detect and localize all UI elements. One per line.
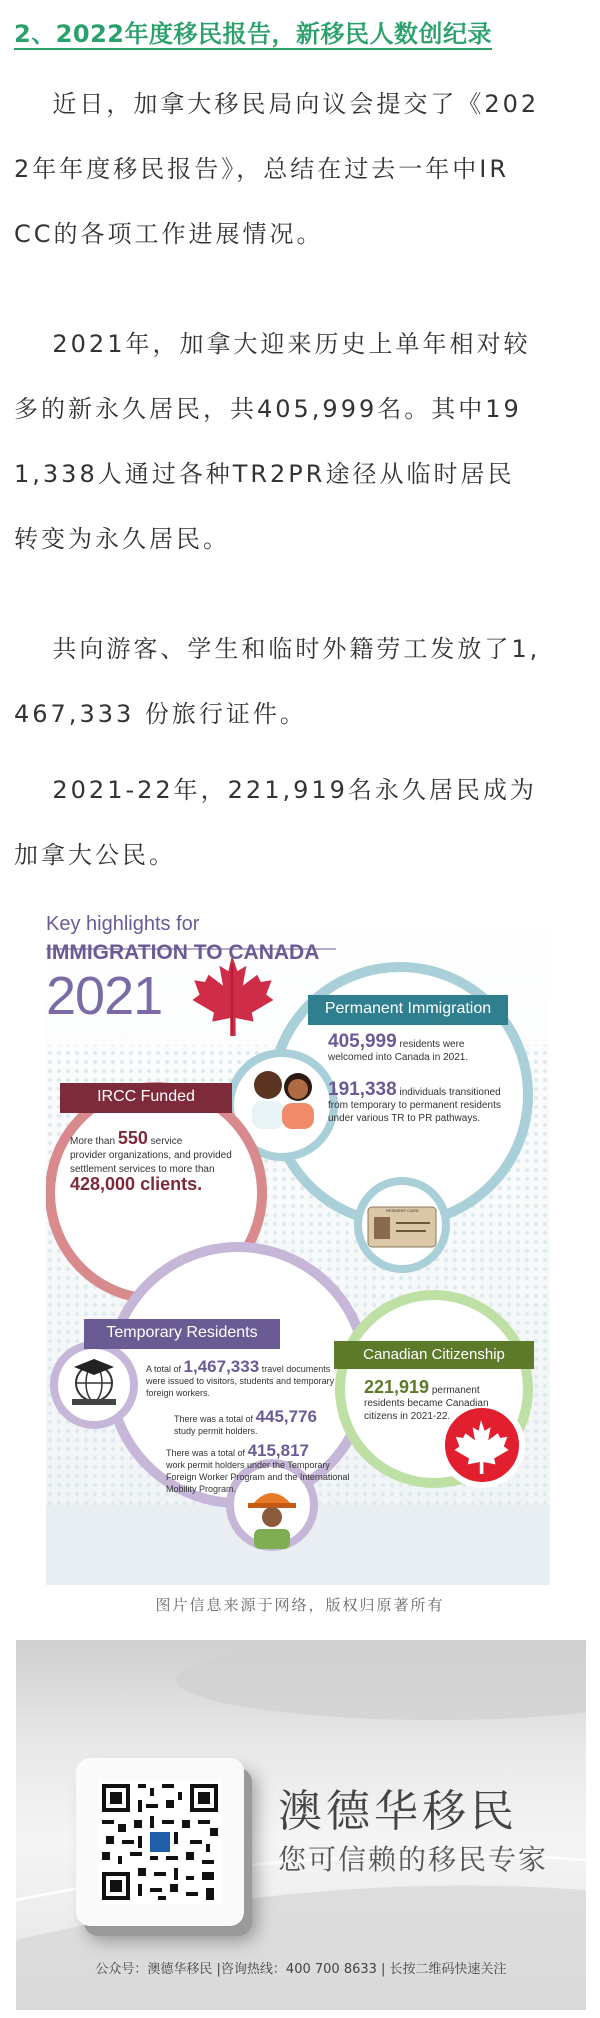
immigration-infographic xyxy=(46,905,550,1585)
temporary-text: There was a total of xyxy=(166,1448,246,1458)
paragraph-1 xyxy=(14,72,586,267)
qr-code-card[interactable] xyxy=(76,1758,244,1926)
paragraph-2 xyxy=(14,312,586,572)
ircc-num-2: 428,000 clients. xyxy=(70,1174,203,1194)
banner-footer: 公众号：澳德华移民 |咨询热线：400 700 8633 | 长按二维码快速关注 xyxy=(95,1962,507,1977)
permanent-text: under various TR to PR pathways. xyxy=(328,1113,481,1124)
infographic-year: 2021 xyxy=(46,966,163,1026)
paragraph-line: 共向游客、学生和临时外籍劳工发放了1, xyxy=(52,635,541,663)
infographic-title-line1: Key highlights for xyxy=(46,913,200,935)
paragraph-line: 加拿大公民。 xyxy=(14,841,176,869)
citizenship-text: residents became Canadian xyxy=(364,1398,489,1409)
brand-slogan: 您可信赖的移民专家 xyxy=(278,1843,549,1876)
paragraph-line: 2年年度移民报告》，总结在过去一年中IR xyxy=(14,155,510,183)
ircc-text: service xyxy=(150,1136,183,1147)
ircc-text: provider organizations, and provided xyxy=(70,1150,232,1161)
temporary-num-3: 415,817 xyxy=(247,1441,310,1460)
temporary-num-1: 1,467,333 xyxy=(183,1357,260,1376)
ircc-text: settlement services to more than xyxy=(70,1164,215,1175)
temporary-stats-1 xyxy=(146,1357,335,1399)
paragraph-line: 1,338人通过各种TR2PR途径从临时居民 xyxy=(14,460,515,488)
temporary-text: There was a total of xyxy=(174,1414,254,1424)
permanent-num-1: 405,999 xyxy=(328,1031,397,1052)
paragraph-line: CC的各项工作进展情况。 xyxy=(14,220,324,248)
citizenship-num: 221,919 xyxy=(364,1377,430,1397)
canadian-citizenship-label: Canadian Citizenship xyxy=(363,1346,505,1363)
temporary-num-2: 445,776 xyxy=(255,1407,318,1426)
citizenship-stats xyxy=(364,1377,489,1423)
image-caption: 图片信息来源于网络，版权归原著所有 xyxy=(155,1596,445,1614)
ircc-stats xyxy=(70,1128,232,1195)
ircc-num-1: 550 xyxy=(117,1128,148,1148)
paragraph-3 xyxy=(14,617,586,747)
paragraph-line: 467,333 份旅行证件。 xyxy=(14,700,307,728)
paragraph-4 xyxy=(14,758,586,888)
citizenship-text: citizens in 2021-22. xyxy=(364,1411,451,1422)
ircc-text: More than xyxy=(70,1136,116,1147)
permanent-stats-1 xyxy=(328,1031,469,1064)
brand-name: 澳德华移民 xyxy=(278,1786,518,1837)
temporary-stats-2 xyxy=(174,1407,318,1437)
permanent-text: from temporary to permanent residents xyxy=(328,1100,501,1111)
ircc-funded-label: IRCC Funded xyxy=(97,1088,195,1105)
temporary-text: study permit holders. xyxy=(174,1426,258,1436)
paragraph-line: 多的新永久居民，共405,999名。其中19 xyxy=(14,395,522,423)
temporary-text: foreign workers. xyxy=(146,1388,211,1398)
resident-card-icon xyxy=(368,1207,436,1247)
promo-banner xyxy=(16,1640,586,2010)
qr-code-icon xyxy=(98,1780,222,1904)
infographic-title-line2: IMMIGRATION TO CANADA xyxy=(46,941,320,964)
paragraph-line: 转变为永久居民。 xyxy=(14,525,230,553)
resident-card-label: RESIDENT CARD xyxy=(386,1208,419,1213)
citizenship-text: permanent xyxy=(431,1385,480,1396)
temporary-text: work permit holders under the Temporary xyxy=(166,1460,330,1470)
permanent-text: residents were xyxy=(399,1039,465,1050)
permanent-immigration-label: Permanent Immigration xyxy=(324,1000,492,1017)
temporary-residents-label: Temporary Residents xyxy=(106,1324,258,1341)
paragraph-line: 2021-22年，221,919名永久居民成为 xyxy=(52,776,537,804)
temporary-stats-3 xyxy=(166,1441,350,1495)
permanent-text: individuals transitioned xyxy=(399,1087,501,1098)
permanent-stats-2 xyxy=(328,1079,501,1125)
temporary-text: Mobility Program. xyxy=(166,1484,237,1494)
permanent-num-2: 191,338 xyxy=(328,1079,397,1100)
temporary-text: were issued to visitors, students and temporary xyxy=(146,1376,335,1386)
paragraph-line: 2021年，加拿大迎来历史上单年相对较 xyxy=(52,330,531,358)
section-heading: 2、2022年度移民报告，新移民人数创纪录 xyxy=(14,20,492,48)
paragraph-line: 近日，加拿大移民局向议会提交了《202 xyxy=(52,90,540,118)
permanent-text: welcomed into Canada in 2021. xyxy=(328,1052,469,1063)
temporary-text: A total of xyxy=(146,1364,182,1374)
temporary-text: Foreign Worker Program and the International xyxy=(166,1472,350,1482)
temporary-text: travel documents xyxy=(261,1364,331,1374)
